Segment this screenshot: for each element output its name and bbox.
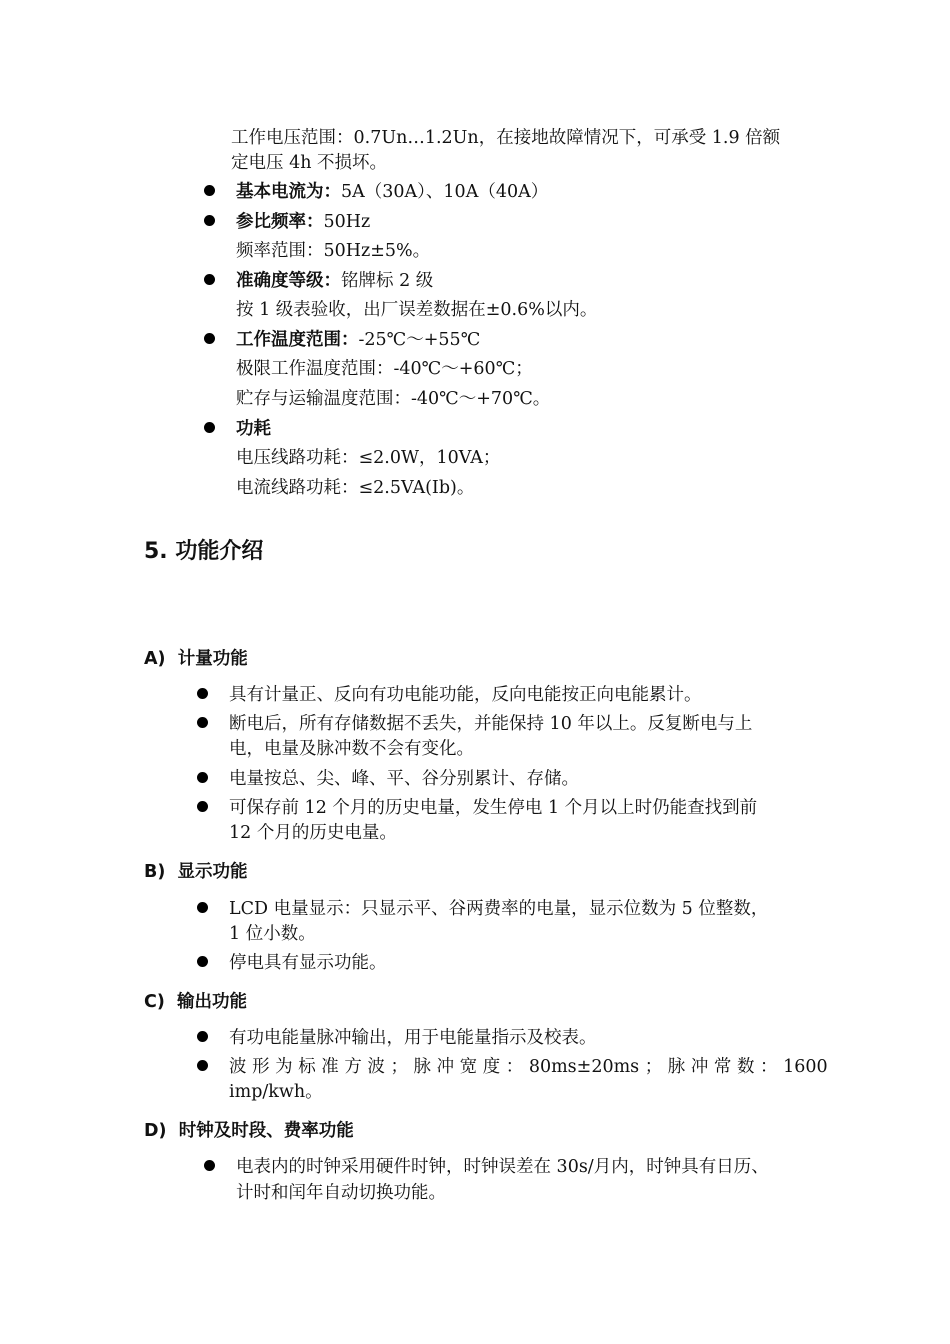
current-value: 5A（30A）、10A（40A） bbox=[341, 182, 549, 202]
freq-item bbox=[236, 209, 370, 235]
current-item bbox=[236, 179, 548, 205]
subheading-letter: A) bbox=[144, 649, 166, 669]
bullet-icon bbox=[204, 185, 215, 196]
temp-limit: 极限工作温度范围：-40℃～+60℃； bbox=[236, 359, 533, 379]
section-heading bbox=[144, 539, 263, 565]
list-item-continuation: imp/kwh。 bbox=[229, 1082, 323, 1102]
bullet-icon bbox=[197, 956, 208, 967]
subheading-d bbox=[144, 1118, 354, 1144]
bullet-icon bbox=[197, 772, 208, 783]
subheading-b bbox=[144, 859, 248, 885]
bullet-icon bbox=[204, 215, 215, 226]
freq-value: 50Hz bbox=[323, 212, 371, 232]
bullet-icon bbox=[197, 902, 208, 913]
subheading-title: 计量功能 bbox=[177, 649, 248, 669]
section-title: 功能介绍 bbox=[175, 539, 264, 564]
accuracy-item bbox=[236, 268, 433, 294]
power-current: 电流线路功耗：≤2.5VA(Ib)。 bbox=[236, 478, 475, 498]
current-label: 基本电流为： bbox=[236, 182, 341, 202]
subheading-c bbox=[144, 989, 247, 1015]
list-item: 电量按总、尖、峰、平、谷分别累计、存储。 bbox=[229, 769, 579, 789]
temp-item bbox=[236, 327, 480, 353]
voltage-range-line1: 工作电压范围：0.7Un…1.2Un，在接地故障情况下，可承受 1.9 倍额 bbox=[231, 128, 781, 148]
bullet-icon bbox=[204, 274, 215, 285]
list-item: 停电具有显示功能。 bbox=[229, 953, 387, 973]
power-voltage: 电压线路功耗：≤2.0W，10VA； bbox=[236, 448, 501, 468]
list-item-continuation: 计时和闰年自动切换功能。 bbox=[236, 1183, 446, 1203]
bullet-icon bbox=[197, 1060, 208, 1071]
temp-label: 工作温度范围： bbox=[236, 330, 359, 350]
accuracy-note: 按 1 级表验收，出厂误差数据在±0.6%以内。 bbox=[236, 300, 598, 320]
list-item: 有功电能量脉冲输出，用于电能量指示及校表。 bbox=[229, 1028, 597, 1048]
bullet-icon bbox=[204, 1160, 215, 1171]
power-label: 功耗 bbox=[236, 419, 271, 439]
temp-value: -25℃～+55℃ bbox=[358, 330, 481, 350]
list-item-continuation: 1 位小数。 bbox=[229, 924, 316, 944]
list-item: 断电后，所有存储数据不丢失，并能保持 10 年以上。反复断电与上 bbox=[229, 714, 753, 734]
bullet-icon bbox=[197, 1031, 208, 1042]
list-item: 电表内的时钟采用硬件时钟，时钟误差在 30s/月内，时钟具有日历、 bbox=[236, 1157, 769, 1177]
freq-range: 频率范围：50Hz±5%。 bbox=[236, 241, 431, 261]
subheading-letter: D) bbox=[144, 1121, 167, 1141]
subheading-title: 输出功能 bbox=[177, 992, 248, 1012]
accuracy-label: 准确度等级： bbox=[236, 271, 341, 291]
bullet-icon bbox=[204, 333, 215, 344]
list-item: 具有计量正、反向有功电能功能，反向电能按正向电能累计。 bbox=[229, 685, 702, 705]
bullet-icon bbox=[204, 422, 215, 433]
list-item-continuation: 电，电量及脉冲数不会有变化。 bbox=[229, 739, 474, 759]
list-item: 波 形 为 标 准 方 波 ； 脉 冲 宽 度 ： 80ms±20ms ； 脉 冲 常 数 ： 1600 bbox=[229, 1057, 828, 1077]
subheading-a bbox=[144, 646, 248, 672]
subheading-title: 时钟及时段、费率功能 bbox=[178, 1121, 354, 1141]
section-number: 5. bbox=[144, 539, 168, 564]
temp-storage: 贮存与运输温度范围：-40℃～+70℃。 bbox=[236, 389, 551, 409]
subheading-letter: C) bbox=[144, 992, 165, 1012]
bullet-icon bbox=[197, 688, 208, 699]
voltage-range-line2: 定电压 4h 不损坏。 bbox=[231, 153, 388, 173]
list-item-continuation: 12 个月的历史电量。 bbox=[229, 823, 397, 843]
list-item: 可保存前 12 个月的历史电量，发生停电 1 个月以上时仍能查找到前 bbox=[229, 798, 758, 818]
bullet-icon bbox=[197, 801, 208, 812]
bullet-icon bbox=[197, 717, 208, 728]
list-item: LCD 电量显示：只显示平、谷两费率的电量，显示位数为 5 位整数， bbox=[229, 899, 769, 919]
subheading-title: 显示功能 bbox=[177, 862, 248, 882]
freq-label: 参比频率： bbox=[236, 212, 324, 232]
accuracy-value: 铭牌标 2 级 bbox=[341, 271, 434, 291]
subheading-letter: B) bbox=[144, 862, 166, 882]
